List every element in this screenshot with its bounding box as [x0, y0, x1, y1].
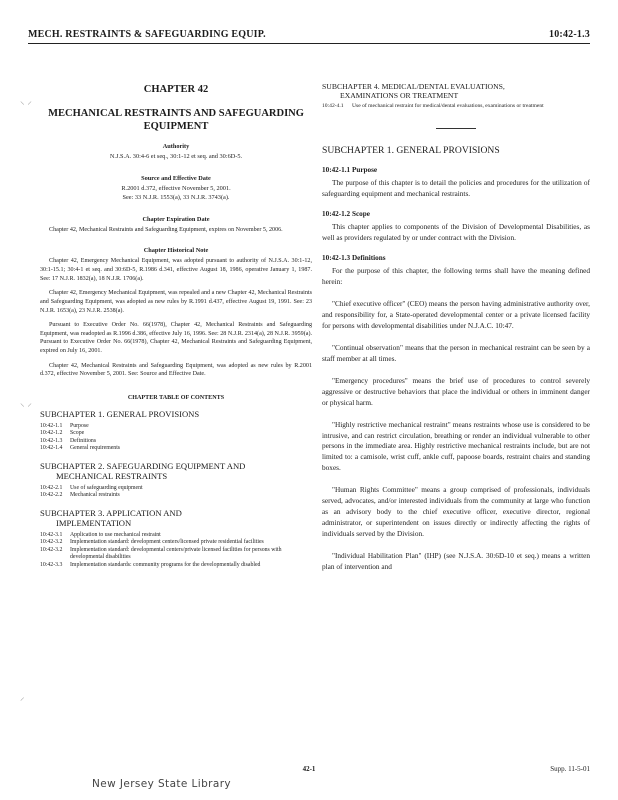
toc-item: 10:42-3.3 Implementation standards: community programs for the developmentally disabled [40, 561, 261, 568]
history-paragraph: Pursuant to Executive Order No. 66(1978), Chapter 42, Mechanical Restraints and Safeguarding Equipment, was readopted as R.1996 d.386, effective July 16, 1996. See: 28 N.J.R. 2314(a), 28 N.J.R. 3959(a). Pursuant to Executive Order No. 66(1978), Chapter 42, Mechanical Restraints and Safeguarding Equipment, expired on July 16, 2001. [40, 322, 312, 355]
scope-text: This chapter applies to components of the Division of Developmental Disabilities, as well as providers regulated by or under contract with the Division. [322, 222, 590, 243]
authority-text: N.J.S.A. 30:4-6 et seq., 30:1-12 et seq. and 30:6D-5. [109, 153, 243, 161]
supplement-date: Supp. 11-5-01 [550, 765, 590, 773]
left-column [40, 62, 312, 569]
margin-mark: ⸜ ⸝ [20, 399, 32, 409]
definition-paragraph: "Emergency procedures" means the brief use of procedures to control severely aggressive or destructive behaviors that place the individual or others in imminent danger or physical harm. [322, 375, 590, 407]
purpose-text: The purpose of this chapter is to detail the policies and procedures for the utilization of safeguarding equipment and mechanical restraints. [322, 178, 590, 199]
authority-heading: Authority [162, 143, 190, 151]
chapter-title: MECHANICAL RESTRAINTS AND SAFEGUARDING EQUIPMENT [48, 108, 304, 133]
toc-item: 10:42-1.2 Scope [40, 430, 85, 437]
subchapter-heading: SUBCHAPTER 1. GENERAL PROVISIONS [322, 145, 500, 157]
margin-mark: ⸜ ⸝ [20, 97, 32, 107]
page-number: 42-1 [302, 765, 316, 773]
toc-item: 10:42-1.1 Purpose [40, 422, 89, 429]
toc-item: 10:42-3.1 Application to use mechanical restraint [40, 531, 161, 538]
expiration-heading: Chapter Expiration Date [142, 215, 210, 223]
toc-subchapter-2: SUBCHAPTER 2. SAFEGUARDING EQUIPMENT AND MECHANICAL RESTRAINTS [40, 461, 246, 481]
section-heading-scope: 10:42-1.2 Scope [322, 210, 370, 219]
toc-item: 10:42-1.3 Definitions [40, 437, 97, 444]
history-heading: Chapter Historical Note [143, 247, 209, 255]
section-heading-definitions: 10:42-1.3 Definitions [322, 254, 386, 263]
section-divider [436, 128, 476, 129]
toc-subchapter-3: SUBCHAPTER 3. APPLICATION AND IMPLEMENTATION [40, 507, 182, 528]
right-column [322, 82, 590, 573]
history-paragraph: Chapter 42, Mechanical Restraints and Safeguarding Equipment, was adopted as new rules by R.2001 d.372, effective November 5, 2001. See: Source and Effective Date. [40, 362, 312, 378]
source-heading: Source and Effective Date [141, 175, 211, 183]
running-header [28, 26, 590, 44]
definition-paragraph: "Continual observation" means that the person in mechanical restraint can be seen by a staff member at all times. [322, 342, 590, 363]
toc-item: 10:42-2.1 Use of safeguarding equipment [40, 484, 143, 491]
toc-list-1 [40, 423, 312, 453]
margin-mark: ⸝ [20, 693, 25, 703]
header-section: 10:42-1.3 [549, 29, 590, 40]
toc-list-3 [40, 532, 312, 570]
toc-list-2 [40, 485, 312, 500]
toc-item: 10:42-2.2 Mechanical restraints [40, 492, 120, 499]
page-footer [28, 765, 590, 777]
history-paragraph: Chapter 42, Emergency Mechanical Equipment, was adopted pursuant to authority of N.J.S.A. 30:1-12, 30:1-15.1; 30:4-1 et seq. and 30:6D-5, R.1986 d.341, effective August 18, 1986, operative January 1, 1987. See: 17 N.J.R. 1832(a), 18 N.J.R. 1706(a). [40, 258, 312, 282]
toc-heading: CHAPTER TABLE OF CONTENTS [127, 395, 225, 402]
header-title: MECH. RESTRAINTS & SAFEGUARDING EQUIP. [28, 29, 266, 40]
definitions-intro: For the purpose of this chapter, the following terms shall have the meaning defined herein: [322, 266, 590, 287]
toc-subchapter-1: SUBCHAPTER 1. GENERAL PROVISIONS [40, 409, 200, 420]
toc-item: 10:42-4.1 Use of mechanical restraint for medical/dental evaluations, examinations or treatment [322, 103, 544, 110]
library-stamp: New Jersey State Library [92, 778, 232, 790]
toc-item: 10:42-3.2 Implementation standard: development centers/licensed private residential facilities [40, 539, 264, 546]
expiration-text: Chapter 42, Mechanical Restraints and Safeguarding Equipment, expires on November 5, 2006. [49, 226, 283, 233]
toc-item: 10:42-3.2 Implementation standard: developmental centers/private licensed facilities for persons with developmental disabilities [40, 546, 282, 561]
section-heading-purpose: 10:42-1.1 Purpose [322, 166, 378, 175]
history-paragraph: Chapter 42, Emergency Mechanical Equipment, was repealed and a new Chapter 42, Mechanical Restraints and Safeguarding Equipment, was adopted as new rules by R.1991 d.437, effective August 19, 1991. See: 23 N.J.R. 1653(a), 23 N.J.R. 2538(a). [40, 290, 312, 314]
source-text: R.2001 d.372, effective November 5, 2001. See: 33 N.J.R. 1553(a), 33 N.J.R. 3743(a). [121, 185, 231, 201]
chapter-number: CHAPTER 42 [143, 84, 209, 95]
definition-paragraph: "Individual Habilitation Plan" (IHP) (see N.J.S.A. 30:6D-10 et seq.) means a written plan of intervention and [322, 550, 590, 571]
toc-item: 10:42-1.4 General requirements [40, 445, 121, 452]
toc-subchapter-4: SUBCHAPTER 4. MEDICAL/DENTAL EVALUATIONS, EXAMINATIONS OR TREATMENT [322, 82, 505, 101]
definition-paragraph: "Chief executive officer" (CEO) means the person having administrative authority over, and responsibility for, a State-operated developmental center or a private licensed facility for persons with developmental disabilities under N.J.A.C. 10:47. [322, 299, 590, 330]
definition-paragraph: "Highly restrictive mechanical restraint" means restraints whose use is considered to be intrusive, and can restrict circulation, breathing or render an individual vulnerable to other persons in the immediate area. Highly restrictive mechanical restraints include, but are not limited to: a camisole, wrist cuff, ankle cuff, papoose boards, restraint chairs and standing boxes. [322, 419, 590, 473]
definition-paragraph: "Human Rights Committee" means a group comprised of professionals, individuals served, advocates, and/or interested individuals from the community at large who function as an advisory body to the chief executive officer, executive director, regional administrator, or superintendent on issues directly or indirectly affecting the rights of individuals served by the Division. [322, 485, 590, 539]
